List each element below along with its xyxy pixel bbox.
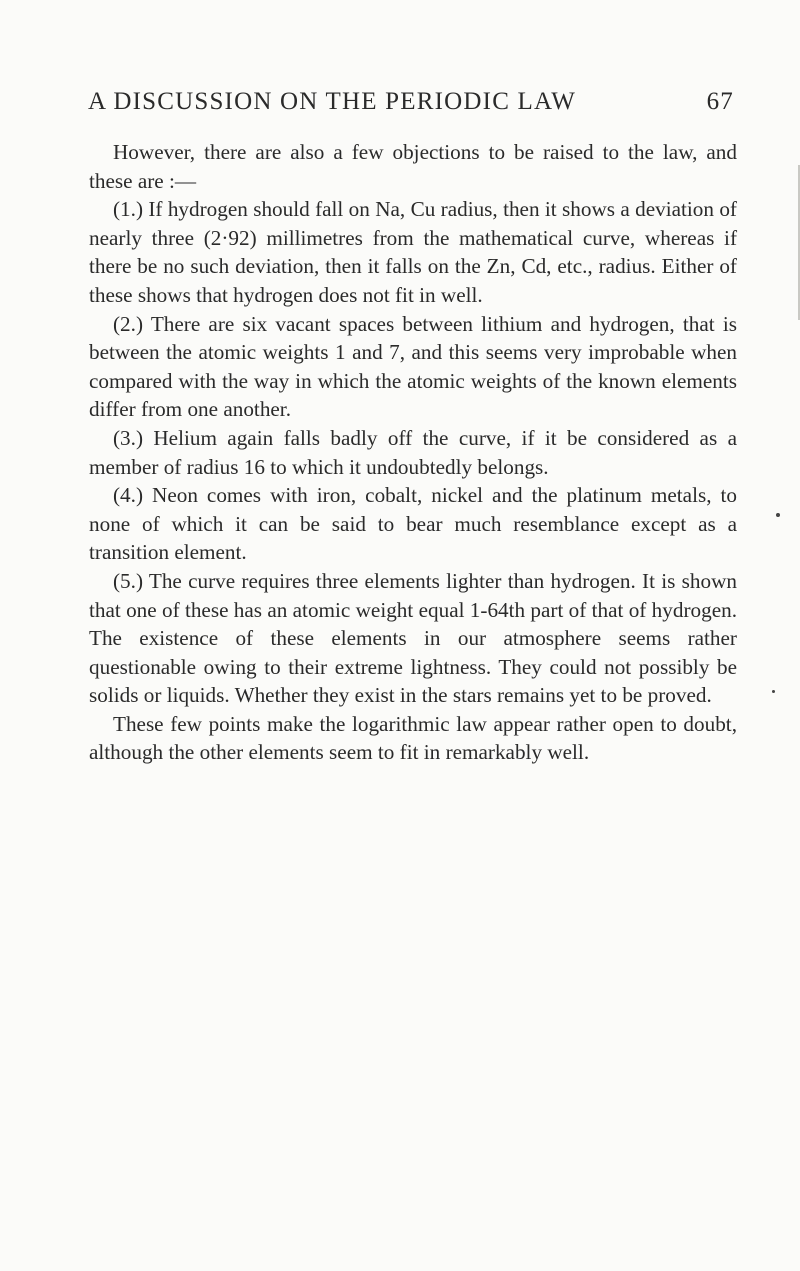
running-head-title: A DISCUSSION ON THE PERIODIC LAW xyxy=(88,88,577,115)
paragraph-conclusion: These few points make the logarithmic law appear rather open to doubt, although the other elements seem to fit in remarkably well. xyxy=(89,711,737,765)
page-number: 67 xyxy=(706,88,734,115)
ink-speck xyxy=(776,513,780,517)
body-text xyxy=(89,138,737,767)
paragraph-objection-2: (2.) There are six vacant spaces between lithium and hydrogen, that is between the atomic weights 1 and 7, and this seems very improbable when compared with the way in which the atomic weights of the known elements differ from one another. xyxy=(89,311,737,422)
running-head xyxy=(88,82,734,122)
paragraph-objection-1: (1.) If hydrogen should fall on Na, Cu radius, then it shows a deviation of nearly three (2·92) millimetres from the mathematical curve, whereas if there be no such deviation, then it falls on the Zn, Cd, etc., radius. Either of these shows that hydrogen does not fit in well. xyxy=(89,197,737,307)
paragraph-objection-3: (3.) Helium again falls badly off the curve, if it be considered as a member of radius 16 to which it undoubtedly belongs. xyxy=(89,425,737,479)
paragraph-intro: However, there are also a few objections to be raised to the law, and these are :— xyxy=(89,140,737,193)
ink-speck xyxy=(772,690,775,693)
paragraph-objection-5: (5.) The curve requires three elements lighter than hydrogen. It is shown that one of these has an atomic weight equal 1-64th part of that of hydrogen. The existence of these elements in our atmosphere seems rather questionable owing to their extreme lightness. They could not possibly be solids or liquids. Whether they exist in the stars remains yet to be proved. xyxy=(89,568,737,708)
paragraph-objection-4: (4.) Neon comes with iron, cobalt, nickel and the platinum metals, to none of which it can be said to bear much resemblance except as a transition element. xyxy=(89,483,737,565)
